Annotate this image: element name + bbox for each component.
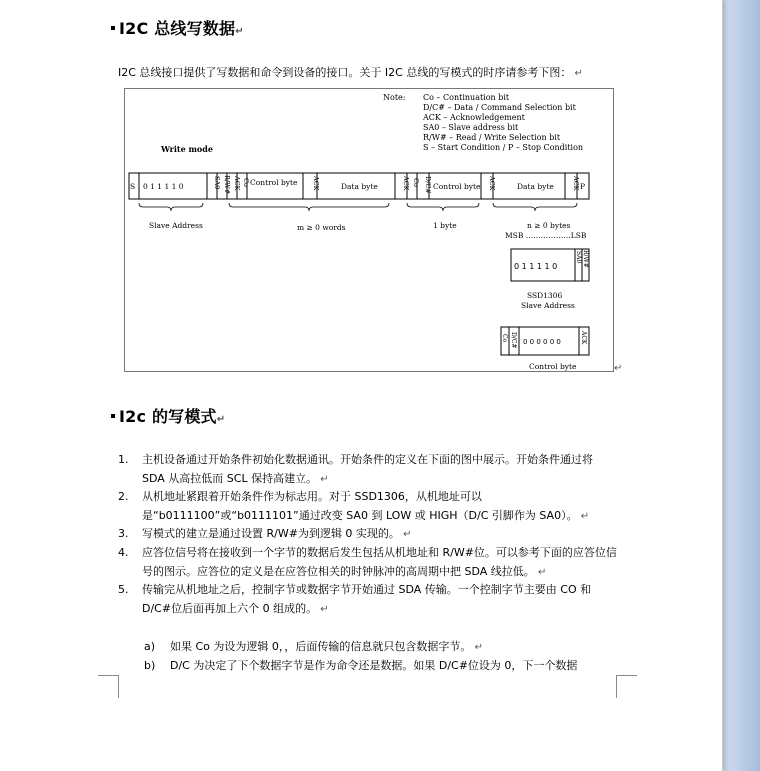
write-mode-timing-figure	[124, 88, 614, 372]
note-line-5: R/W# – Read / Write Selection bit	[423, 133, 561, 142]
control-byte-cell-2: Control byte	[433, 182, 481, 191]
ssd-rw-cell: R/W#	[582, 250, 589, 268]
data-byte-cell-1: Data byte	[341, 182, 378, 191]
document-page: I2C 总线写数据↵ I2C 总线接口提供了写数据和命令到设备的接口。关于 I2C 总线的写模式的时序请参考下图： ↵ Note: Co – Continuation bit D/C# – Data / Command Selection bit ACK – Acknowledgement SA0 – Slave address bit R/W# – Read / Write Selection bit S – Start Condition / P – Stop Condition Write mode S 0 1 1 1 1 0 SA0 R/W# ACK Co Control byte ACK Data byte ACK Co D/C# Control byte ACK Data byte ACK P Slave Address m ≥ 0 words 1 byte n ≥ 0 bytes MSB ………………LSB 0 1 1 1 1 0 SA0 R/W# SSD1306 Slave Address Co D/C# 0 0 0 0 0 0 ACK Control byte ↵ I2c 的写模式↵ 1. 主机设备通过开始条件初始化数据通讯。开始条件的定义在下面的图中展示。开始条件通过将 SDA 从高拉低而 SCL 保持高建立。 ↵ 2. 从机地址紧跟着开始条件作为标志用。对于 SSD1306，从机地址可以是“b0111100”或“b0111101”通过改变 SA0 到 LOW 或 HIGH（D/C 引脚作为 SA0）。 ↵ 3. 写模式的建立是通过设置 R/W#为到逻辑 0 实现的。 ↵ 4. 应答位信号将在接收到一个字节的数据后发生包括从机地址和 R/W#位。可以参考下面的应答位信号的图示。应答位的定义是在应答位相关的时钟脉冲的高周期中把 SDA 线拉低。 ↵ 5. 传输完从机地址之后，控制字节或数据字节开始通过 SDA 传输。一个控制字节主要由 CO 和 D/C#位后面再加上六个 0 组成的。 ↵ a) 如果 Co 为设为逻辑 0，，后面传输的信息就只包含数据字节。 ↵ b) D/C 为决定了下个数据字节是作为命令还是数据。如果 D/C#位设为 0，下一个数据	[0, 0, 722, 771]
margin-corner-right	[616, 675, 637, 698]
bullet-icon	[111, 26, 115, 30]
data-byte-cell-2: Data byte	[517, 182, 554, 191]
list-item: 5. 传输完从机地址之后，控制字节或数据字节开始通过 SDA 传输。一个控制字节主要由 CO 和 D/C#位后面再加上六个 0 组成的。 ↵	[118, 583, 592, 615]
stop-cell: P	[580, 182, 586, 191]
sub-item-b: b) D/C 为决定了下个数据字节是作为命令还是数据。如果 D/C#位设为 0，下一个数据	[144, 659, 578, 672]
note-label: Note:	[383, 93, 406, 102]
heading-i2c-write: I2C 总线写数据↵	[111, 16, 244, 39]
list-item: 3. 写模式的建立是通过设置 R/W#为到逻辑 0 实现的。 ↵	[118, 527, 412, 541]
control-byte-caption: Control byte	[529, 362, 577, 371]
co-cell-2: Co	[412, 178, 420, 187]
n-bytes-caption: n ≥ 0 bytes	[527, 221, 571, 230]
note-line-1: Co – Continuation bit	[423, 93, 510, 102]
sub-item-a: a) 如果 Co 为设为逻辑 0，，后面传输的信息就只包含数据字节。 ↵	[144, 640, 483, 653]
note-line-2: D/C# – Data / Command Selection bit	[423, 103, 576, 112]
ssd-sa0-cell: SA0	[575, 251, 582, 264]
timing-diagram	[125, 89, 613, 371]
ctrl-ack-cell: ACK	[580, 331, 587, 345]
bullet-icon	[111, 414, 115, 418]
ack-cell-2: ACK	[312, 176, 320, 191]
intro-paragraph: I2C 总线接口提供了写数据和命令到设备的接口。关于 I2C 总线的写模式的时序请参考下图： ↵	[118, 66, 583, 79]
address-bits: 0 1 1 1 1 0	[143, 182, 184, 191]
control-byte-cell-1: Control byte	[250, 178, 298, 187]
start-cell: S	[130, 182, 136, 191]
intro-text: I2C 总线接口提供了写数据和命令到设备的接口。关于 I2C 总线的写模式的时序请参考下图：	[118, 66, 572, 79]
note-line-4: SA0 – Slave address bit	[423, 123, 519, 132]
sa0-cell: SA0	[213, 176, 221, 190]
dc-cell: D/C#	[424, 176, 432, 194]
ssd-slave-address-caption: Slave Address	[521, 301, 575, 310]
ssd1306-caption: SSD1306	[527, 291, 563, 300]
co-cell-1: Co	[242, 178, 250, 187]
ack-cell-4: ACK	[488, 176, 496, 191]
ack-cell-3: ACK	[402, 176, 410, 191]
write-mode-label: Write mode	[161, 144, 213, 154]
list-item: 1. 主机设备通过开始条件初始化数据通讯。开始条件的定义在下面的图中展示。开始条件通过将 SDA 从高拉低而 SCL 保持高建立。 ↵	[118, 453, 593, 485]
m-words-caption: m ≥ 0 words	[297, 223, 346, 232]
heading-i2c-write-mode: I2c 的写模式↵	[111, 404, 225, 427]
slave-address-caption: Slave Address	[149, 221, 203, 230]
ack-cell-1: ACK	[233, 176, 241, 191]
ctrl-dc-cell: D/C#	[510, 332, 517, 349]
margin-corner-left	[98, 675, 119, 698]
list-item: 4. 应答位信号将在接收到一个字节的数据后发生包括从机地址和 R/W#位。可以参考下面的应答位信号的图示。应答位的定义是在应答位相关的时钟脉冲的高周期中把 SDA 线拉低。 ↵	[118, 545, 617, 578]
ssd-address-bits: 0 1 1 1 1 0	[514, 262, 558, 271]
ack-cell-5: ACK	[572, 176, 580, 191]
one-byte-caption: 1 byte	[433, 221, 457, 230]
note-line-6: S – Start Condition / P – Stop Condition	[423, 143, 584, 152]
ctrl-co-cell: Co	[501, 334, 508, 343]
msb-lsb-caption: MSB ………………LSB	[505, 231, 587, 240]
note-line-3: ACK – Acknowledgement	[423, 113, 525, 122]
list-item: 2. 从机地址紧跟着开始条件作为标志用。对于 SSD1306，从机地址可以是“b0111100”或“b0111101”通过改变 SA0 到 LOW 或 HIGH（D/C 引脚作为 SA0）。 ↵	[118, 490, 590, 522]
ctrl-zero-bits: 0 0 0 0 0 0	[523, 338, 561, 346]
write-mode-steps-list	[118, 451, 618, 618]
rw-cell: R/W#	[223, 175, 231, 195]
